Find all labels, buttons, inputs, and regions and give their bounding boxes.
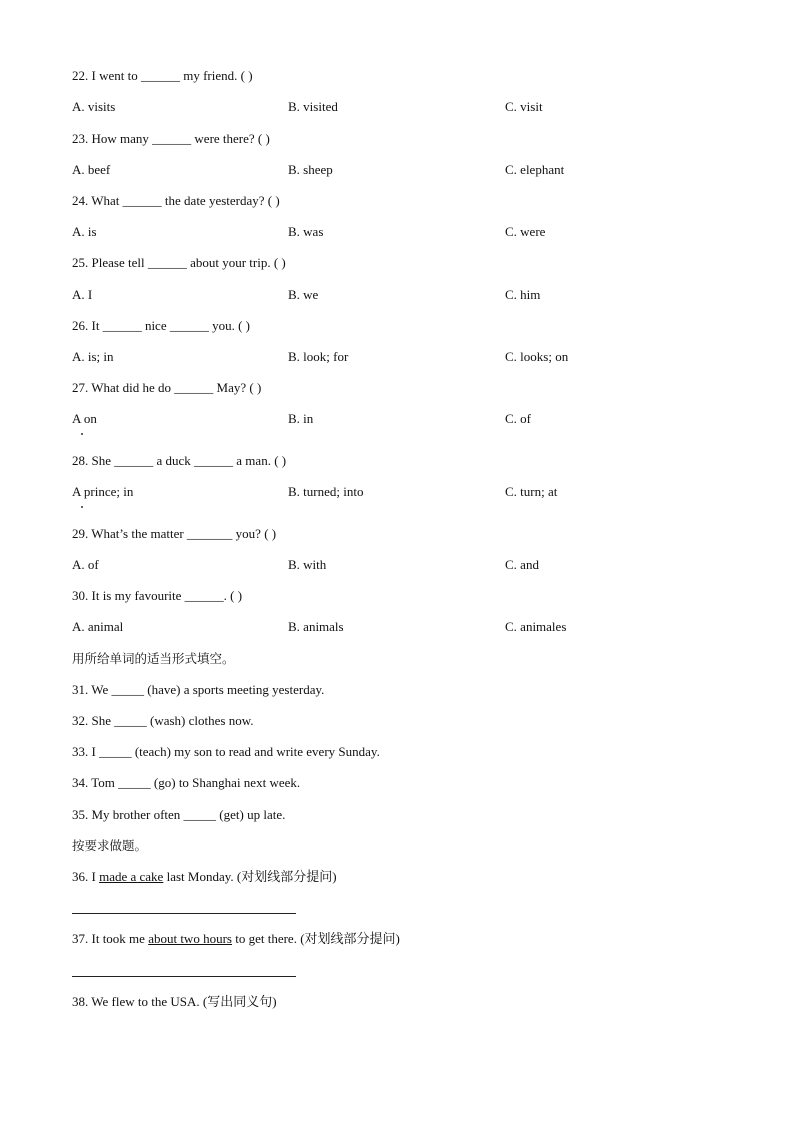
q29-option-c: C. and [505,557,539,572]
q29-option-b: B. with [288,557,327,572]
q28-option-a: A prince; in [72,484,134,499]
question-31: 31. We _____ (have) a sports meeting yesterday. [72,682,325,697]
q23-option-c: C. elephant [505,162,565,177]
q22-option-b: B. visited [288,99,338,114]
q23-option-a: A. beef [72,162,111,177]
q28-option-c: C. turn; at [505,484,558,499]
question-32: 32. She _____ (wash) clothes now. [72,713,254,728]
q37-prefix: 37. It took me [72,931,149,946]
q37-underlined: about two hours [148,931,232,946]
q36-prefix: 36. I [72,869,100,884]
q25-option-c: C. him [505,287,541,302]
question-36 [72,869,337,885]
question-34: 34. Tom _____ (go) to Shanghai next week. [72,775,301,790]
q24-option-a: A. is [72,224,97,239]
question-22: 22. I went to ______ my friend. ( ) [72,68,253,83]
q25-option-b: B. we [288,287,319,302]
q23-option-b: B. sheep [288,162,333,177]
question-25: 25. Please tell ______ about your trip. ( ) [72,255,286,270]
section-heading-fill: 用所给单词的适当形式填空。 [72,651,235,666]
q26-option-c: C. looks; on [505,349,569,364]
q26-option-a: A. is; in [72,349,114,364]
q30-option-c: C. animales [505,619,567,634]
q27-option-a: A on [72,411,97,426]
question-28: 28. She ______ a duck ______ a man. ( ) [72,453,287,468]
stray-dot [81,506,83,508]
q27-option-c: C. of [505,411,531,426]
q36-underlined: made a cake [99,869,164,884]
q25-option-a: A. I [72,287,93,302]
q24-option-b: B. was [288,224,324,239]
q22-option-c: C. visit [505,99,543,114]
q27-option-b: B. in [288,411,314,426]
question-30: 30. It is my favourite ______. ( ) [72,588,243,603]
question-26: 26. It ______ nice ______ you. ( ) [72,318,251,333]
section-heading-transform: 按要求做题。 [72,838,148,853]
stray-dot [81,433,83,435]
q22-option-a: A. visits [72,99,116,114]
answer-line-36[interactable] [72,913,296,914]
q26-option-b: B. look; for [288,349,349,364]
question-24: 24. What ______ the date yesterday? ( ) [72,193,280,208]
question-35: 35. My brother often _____ (get) up late. [72,807,286,822]
answer-line-37[interactable] [72,976,296,977]
question-37 [72,931,400,947]
q37-suffix: to get there. (对划线部分提问) [231,931,400,946]
q28-option-b: B. turned; into [288,484,364,499]
question-33: 33. I _____ (teach) my son to read and write every Sunday. [72,744,380,759]
q36-suffix: last Monday. (对划线部分提问) [163,869,337,884]
question-29: 29. What’s the matter _______ you? ( ) [72,526,277,541]
question-23: 23. How many ______ were there? ( ) [72,131,270,146]
question-38: 38. We flew to the USA. (写出同义句) [72,994,277,1009]
q29-option-a: A. of [72,557,99,572]
q30-option-a: A. animal [72,619,124,634]
q30-option-b: B. animals [288,619,344,634]
q24-option-c: C. were [505,224,546,239]
question-27: 27. What did he do ______ May? ( ) [72,380,262,395]
